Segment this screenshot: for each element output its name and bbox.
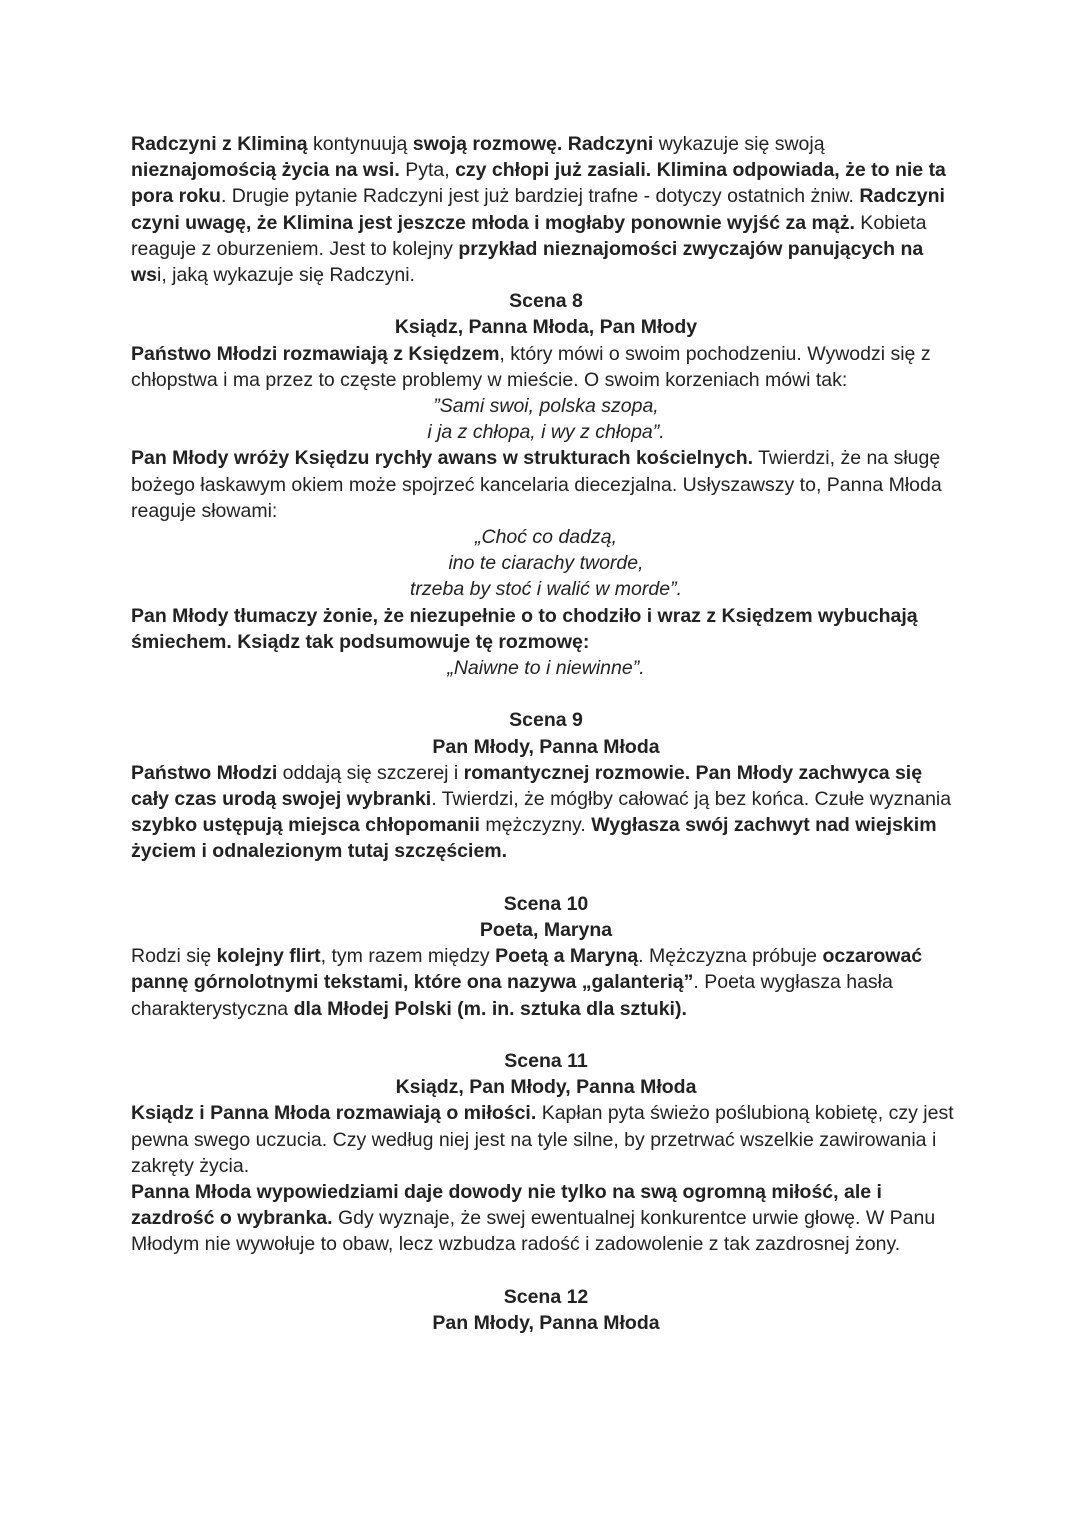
scene-8-paragraph-2 <box>131 445 961 524</box>
text-run: Pyta, <box>399 159 456 182</box>
bold-text-run: szybko ustępują miejsca chłopomanii <box>131 814 480 837</box>
bold-text-run: czy chłopi już zasiali. Klimina odpowiada, że to nie ta pora roku <box>131 159 946 208</box>
spacer <box>131 1258 961 1284</box>
quote-line: i ja z chłopa, i wy z chłopa”. <box>427 421 665 444</box>
scene-9-title: Scena 9 <box>509 709 583 732</box>
text-run: oddają się szczerej i <box>277 761 464 784</box>
bold-text-run: Państwo Młodzi rozmawiają z Księdzem <box>131 342 500 365</box>
text-run: . Mężczyzna próbuje <box>638 945 823 968</box>
scene-8-quote-2 <box>131 524 961 603</box>
text-run: Twierdzi, że na sługę bożego łaskawym okiem może spojrzeć kancelaria diecezjalna. Usłyszawszy to, Panna Młoda reaguje słowami: <box>131 447 942 522</box>
bold-text-run: Pan Młody tłumaczy żonie, że niezupełnie o to chodziło i wraz z Księdzem wybuchają śmiechem. Ksiądz tak podsumowuje tę rozmowę: <box>131 604 918 653</box>
text-run: Kapłan pyta świeżo poślubioną kobietę, czy jest pewna swego uczucia. Czy według niej jest na tyle silne, by przetrwać wszelkie zawirowania i zakręty życia. <box>131 1102 954 1177</box>
quote-line: „Choć co dadzą, <box>475 526 617 549</box>
scene-8-paragraph-3 <box>131 603 961 655</box>
scene-10-characters: Poeta, Maryna <box>479 919 613 942</box>
scene-9-characters: Pan Młody, Panna Młoda <box>432 735 660 758</box>
text-run: . Poeta wygłasza hasła charakterystyczna <box>131 971 893 1020</box>
intro-paragraph <box>131 131 961 288</box>
bold-text-run: przykład nieznajomości zwyczajów panujących na ws <box>131 237 924 287</box>
text-run: mężczyzny. <box>479 814 592 837</box>
text-run: Gdy wyznaje, że swej ewentualnej konkurentce urwie głowę. W Panu Młodym nie wywołuje to obaw, lecz wzbudza radość i zadowolenie z tak zazdrosnej żony. <box>131 1207 936 1256</box>
spacer <box>131 865 961 891</box>
bold-text-run: Państwo Młodzi <box>131 761 278 784</box>
scene-11-paragraph-1 <box>131 1100 961 1179</box>
text-run: Rodzi się <box>131 945 217 968</box>
bold-text-run: Radczyni z Kliminą <box>131 133 308 155</box>
bold-text-run: nieznajomością życia na wsi. <box>131 159 400 182</box>
bold-text-run: oczarować pannę górnolotnymi tekstami, które ona nazywa „galanterią” <box>131 945 923 994</box>
text-run: , tym razem między <box>320 945 496 968</box>
scene-12-title: Scena 12 <box>503 1285 589 1308</box>
bold-text-run: Pan Młody wróży Księdzu rychły awans w strukturach kościelnych. <box>131 447 754 470</box>
spacer <box>131 1022 961 1048</box>
bold-text-run: Wygłasza swój zachwyt nad wiejskim życiem i odnalezionym tutaj szczęściem. <box>131 814 937 863</box>
document-page <box>131 131 961 1336</box>
scene-8-title: Scena 8 <box>509 290 583 313</box>
scene-12-characters: Pan Młody, Panna Młoda <box>432 1312 660 1335</box>
text-run: Kobieta reaguje z oburzeniem. Jest to kolejny <box>131 211 927 260</box>
scene-11-paragraph-2 <box>131 1179 961 1258</box>
scene-10-title: Scena 10 <box>503 892 589 915</box>
bold-text-run: Poetą a Maryną <box>495 945 639 968</box>
bold-text-run: Ksiądz i Panna Młoda rozmawiają o miłości. <box>131 1102 537 1125</box>
bold-text-run: kolejny flirt <box>216 945 321 968</box>
text-run: kontynuują <box>307 133 413 155</box>
bold-text-run: dla Młodej Polski (m. in. sztuka dla sztuki). <box>293 997 687 1020</box>
scene-9-paragraph-1 <box>131 760 961 865</box>
scene-8-paragraph-1 <box>131 341 961 393</box>
quote-line: trzeba by stoć i walić w morde”. <box>409 578 682 601</box>
scene-11-characters: Ksiądz, Pan Młody, Panna Młoda <box>395 1076 697 1099</box>
spacer <box>131 681 961 707</box>
bold-text-run: romantycznej rozmowie. Pan Młody zachwyca się cały czas urodą swojej wybranki <box>131 761 923 811</box>
bold-text-run: Radczyni czyni uwagę, że Klimina jest jeszcze młoda i mogłaby ponownie wyjść za mąż. <box>131 185 945 234</box>
scene-8-quote-3: „Naiwne to i niewinne”. <box>447 657 645 680</box>
text-run: , który mówi o swoim pochodzeniu. Wywodzi się z chłopstwa i ma przez to częste problemy w mieście. O swoim korzeniach mówi tak: <box>131 342 931 391</box>
bold-text-run: swoją rozmowę. Radczyni <box>412 133 654 155</box>
scene-8-quote-1 <box>131 393 961 445</box>
quote-line: ”Sami swoi, polska szopa, <box>433 395 659 418</box>
scene-8-characters: Ksiądz, Panna Młoda, Pan Młody <box>394 316 698 339</box>
text-run: . Twierdzi, że mógłby całować ją bez końca. Czułe wyznania <box>431 788 952 811</box>
bold-text-run: Panna Młoda wypowiedziami daje dowody nie tylko na swą ogromną miłość, ale i zazdrość o wybranka. <box>131 1181 882 1230</box>
text-run: . Drugie pytanie Radczyni jest już bardziej trafne - dotyczy ostatnich żniw. <box>220 185 860 208</box>
text-run: wykazuje się swoją <box>653 133 825 155</box>
quote-line: ino te ciarachy tworde, <box>448 552 644 575</box>
scene-10-paragraph-1 <box>131 943 961 1022</box>
text-run: i, jaką wykazuje się Radczyni. <box>157 264 415 287</box>
scene-11-title: Scena 11 <box>504 1050 588 1073</box>
